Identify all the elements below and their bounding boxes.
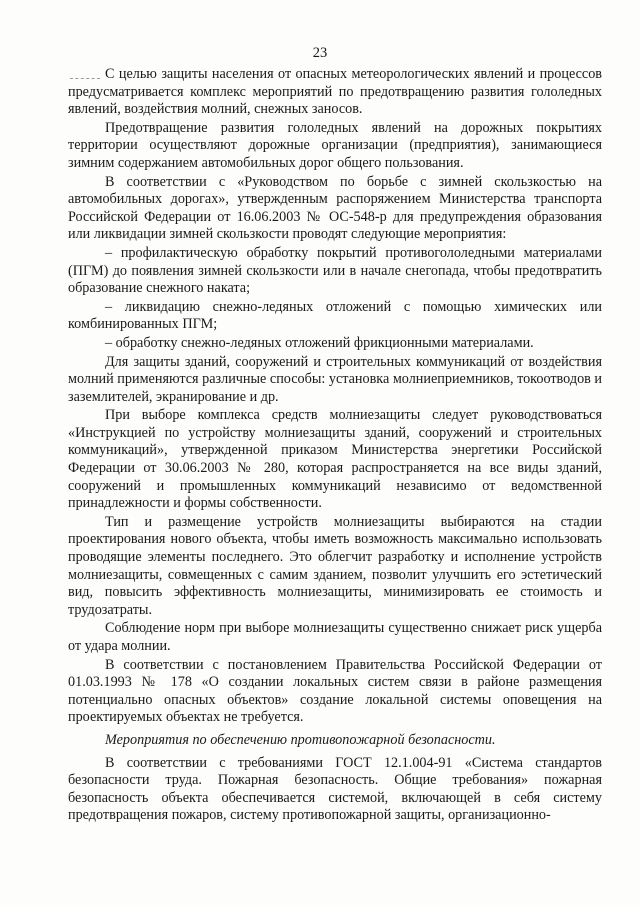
document-body [68, 66, 602, 826]
list-item-preventive-treatment: – профилактическую обработку покрытий противогололедными материалами (ПГМ) до появления зимней скользкости или в начале снегопада, чтобы предотвратить образование снежного наката; [68, 244, 602, 297]
list-item-friction-treatment: – обработку снежно-ледяных отложений фрикционными материалами. [105, 334, 534, 351]
paragraph-lightning-protection: Для защиты зданий, сооружений и строительных коммуникаций от воздействия молний применяются различные способы: установка молниеприемников, токоотводов и заземлителей, экранирование и др. [68, 353, 602, 405]
paragraph-lightning-design: Тип и размещение устройств молниезащиты выбираются на стадии проектирования нового объекта, чтобы иметь возможность максимально использовать проводящие элементы последнего. Это облегчит разработку и исполнение устройств молниезащиты, совмещенных с самим зданием, позволит улучшить его эстетический вид, повысить эффективность молниезащиты, минимизировать ее стоимость и трудозатраты. [68, 513, 602, 618]
paragraph-ice-prevention: Предотвращение развития гололедных явлений на дорожных покрытиях территории осуществляют дорожные организации (предприятия), занимающиеся зимним содержанием автомобильных дорог общего пользования. [68, 119, 602, 171]
page-number: 23 [312, 45, 328, 61]
paragraph-risk-reduction: Соблюдение норм при выборе молниезащиты существенно снижает риск ущерба от удара молнии. [68, 620, 602, 654]
paragraph-lightning-instruction: При выборе комплекса средств молниезащиты следует руководствоваться «Инструкцией по устройству молниезащиты зданий, сооружений и строительных коммуникаций», утвержденной приказом Министерства энергетики Российской Федерации от 30.06.2003 № 280, которая распространяется на все виды зданий, сооружений и промышленных коммуникаций независимо от ведомственной принадлежности и формы собственности. [68, 407, 602, 512]
paragraph-fire-safety-gost: В соответствии с требованиями ГОСТ 12.1.004-91 «Система стандартов безопасности труда. Пожарная безопасность. Общие требования» пожарная безопасность объекта обеспечивается системой, включающей в себя систему предотвращения пожаров, систему противопожарной защиты, организационно- [68, 754, 602, 824]
paragraph-intro: С целью защиты населения от опасных метеорологических явлений и процессов предусматривается комплекс мероприятий по предотвращению развития гололедных явлений, воздействия молний, снежных заносов. [68, 66, 602, 118]
list-item-chemical-removal: – ликвидацию снежно-ледяных отложений с помощью химических или комбинированных ПГМ; [68, 298, 602, 333]
paragraph-winter-guidance: В соответствии с «Руководством по борьбе с зимней скользкостью на автомобильных дорогах», утвержденным распоряжением Министерства транспорта Российской Федерации от 16.06.2003 № ОС-548-р для предупреждения образования или ликвидации зимней скользкости проводят следующие мероприятия: [68, 173, 602, 243]
paragraph-warning-system: В соответствии с постановлением Правительства Российской Федерации от 01.03.1993 № 178 «О создании локальных систем связи в районе размещения потенциально опасных объектов» создание локальной системы оповещения на проектируемых объектах не требуется. [68, 656, 602, 726]
section-heading-fire-safety: Мероприятия по обеспечению противопожарной безопасности. [105, 731, 496, 748]
